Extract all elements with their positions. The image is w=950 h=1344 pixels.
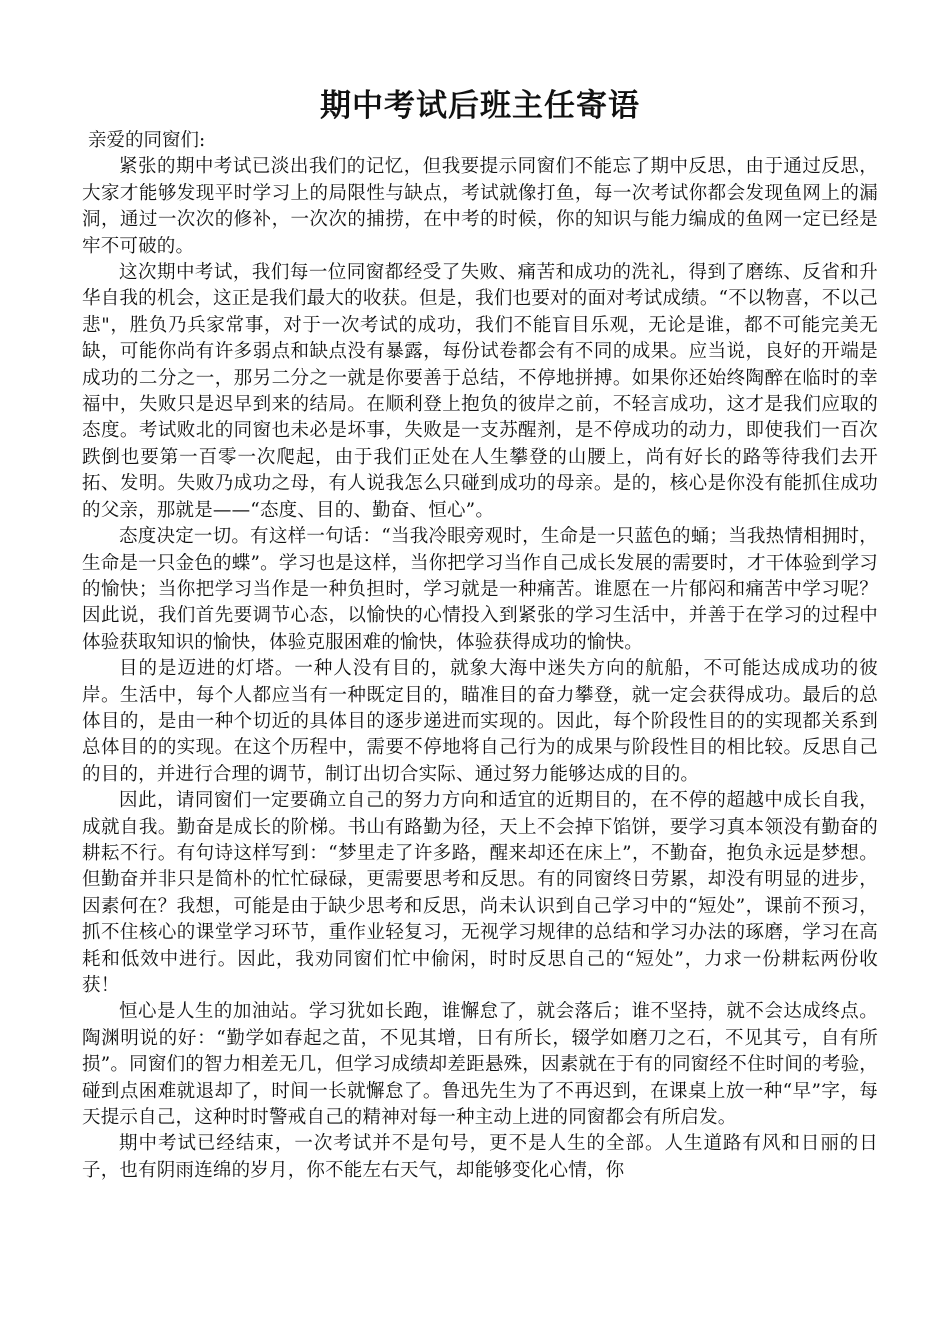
document-page [82, 86, 878, 1184]
paragraph-attitude: 态度决定一切。有这样一句话：“当我冷眼旁观时，生命是一只蓝色的蛹；当我热情相拥时，生命是一只金色的蝶”。学习也是这样，当你把学习当作自己成长发展的需要时，才干体验到学习的愉快；当你把学习当作是一种负担时，学习就是一种痛苦。谁愿在一片郁闷和痛苦中学习呢？因此说，我们首先要调节心态，以愉快的心情投入到紧张的学习生活中，并善于在学习的过程中体验获取知识的愉快，体验克服困难的愉快，体验获得成功的愉快。 [82, 526, 878, 653]
paragraph-exam-reflection: 紧张的期中考试已淡出我们的记忆，但我要提示同窗们不能忘了期中反思，由于通过反思，大家才能够发现平时学习上的局限性与缺点，考试就像打鱼，每一次考试你都会发现鱼网上的漏洞，通过一次次的修补，一次次的捕捞，在中考的时候，你的知识与能力编成的鱼网一定已经是牢不可破的。 [82, 156, 878, 257]
paragraph-success-and-failure: 这次期中考试，我们每一位同窗都经受了失败、痛苦和成功的洗礼，得到了磨练、反省和升华自我的机会，这正是我们最大的收获。但是，我们也要对的面对考试成绩。“不以物喜，不以己悲"，胜负乃兵家常事，对于一次考试的成功，我们不能盲目乐观，无论是谁，都不可能完美无缺，可能你尚有许多弱点和缺点没有暴露，每份试卷都会有不同的成果。应当说，良好的开端是成功的二分之一，那另二分之一就是你要善于总结，不停地拼搏。如果你还始终陶醉在临时的幸福中，失败只是迟早到来的结局。在顺利登上抱负的彼岸之前，不轻言成功，这才是我们应取的态度。考试败北的同窗也未必是坏事，失败是一支苏醒剂，是不停成功的动力，即使我们一百次跌倒也要第一百零一次爬起，由于我们正处在人生攀登的山腰上，尚有好长的路等待我们去开拓、发明。失败乃成功之母，有人说我怎么只碰到成功的母亲。是的，核心是你没有能抓住成功的父亲，那就是——“态度、目的、勤奋、恒心”。 [82, 262, 878, 521]
document-title: 期中考试后班主任寄语 [320, 88, 640, 124]
paragraph-perseverance: 恒心是人生的加油站。学习犹如长跑，谁懈怠了，就会落后；谁不坚持，就不会达成终点。陶渊明说的好：“勤学如春起之苗，不见其增，日有所长，辍学如磨刀之石，不见其亏，自有所损”。同窗们的智力相差无几，但学习成绩却差距悬殊，因素就在于有的同窗经不住时间的考验，碰到点困难就退却了，时间一长就懈怠了。鲁迅先生为了不再迟到，在课桌上放一种“早”字，每天提示自己，这种时时警戒自己的精神对每一种主动上进的同窗都会有所启发。 [82, 1001, 878, 1129]
salutation: 亲爱的同窗们: [88, 130, 206, 151]
paragraph-conclusion: 期中考试已经结束，一次考试并不是句号，更不是人生的全部。人生道路有风和日丽的日子，也有阴雨连绵的岁月，你不能左右天气，却能够变化心情，你 [82, 1133, 878, 1181]
paragraph-goals: 目的是迈进的灯塔。一种人没有目的，就象大海中迷失方向的航船，不可能达成成功的彼岸。生活中，每个人都应当有一种既定目的，瞄准目的奋力攀登，就一定会获得成功。最后的总体目的，是由一种个切近的具体目的逐步递进而实现的。因此，每个阶段性目的的实现都关系到总体目的的实现。在这个历程中，需要不停地将自己行为的成果与阶段性目的相比较。反思自己的目的，并进行合理的调节，制订出切合实际、通过努力能够达成的目的。 [82, 658, 878, 785]
paragraph-diligence: 因此，请同窗们一定要确立自己的努力方向和适宜的近期目的，在不停的超越中成长自我，成就自我。勤奋是成长的阶梯。书山有路勤为径，天上不会掉下馅饼，要学习真本领没有勤奋的耕耘不行。有句诗这样写到：“梦里走了许多路，醒来却还在床上”，不勤奋，抱负永远是梦想。但勤奋并非只是简朴的忙忙碌碌，更需要思考和反思。有的同窗终日劳累，却没有明显的进步，因素何在？我想，可能是由于缺少思考和反思，尚未认识到自己学习中的“短处”，课前不预习，抓不住核心的课堂学习环节，重作业轻复习，无视学习规律的总结和学习办法的琢磨，学习在高耗和低效中进行。因此，我劝同窗们忙中偷闲，时时反思自己的“短处”，力求一份耕耘两份收获！ [82, 790, 878, 996]
